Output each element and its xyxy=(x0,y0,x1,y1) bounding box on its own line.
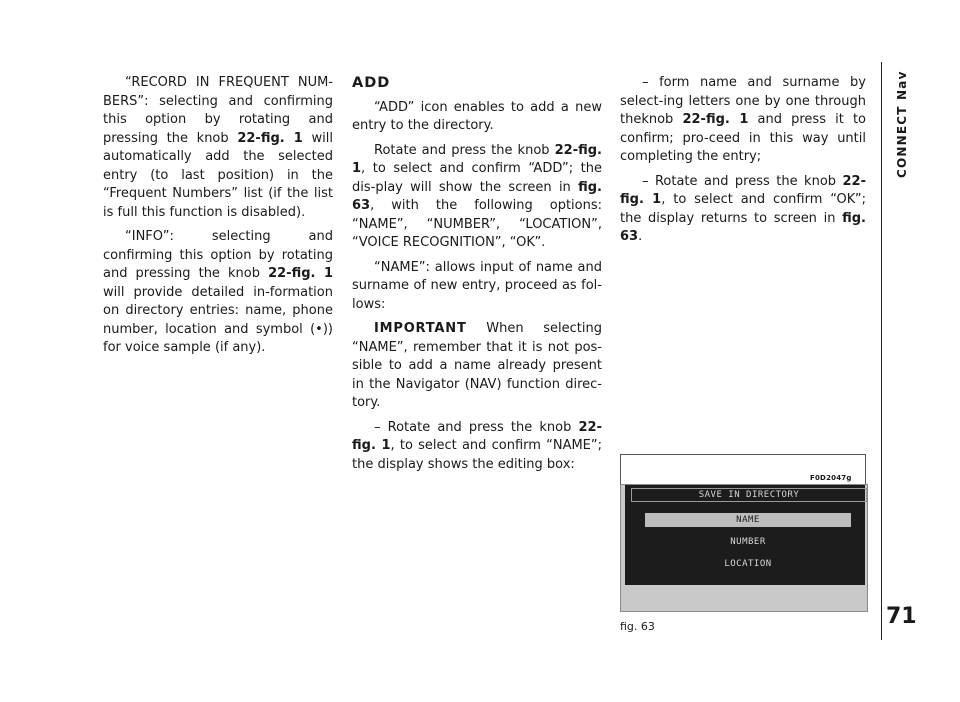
text-column-3 xyxy=(620,74,866,253)
nav-screen xyxy=(625,485,865,585)
figure-63-display xyxy=(620,484,868,612)
paragraph-info: “INFO”: selecting and confirming this option by rotating and pressing the knob 22-fig. 1 will provide detailed in-formation on directory entries: name, phone number, location and symbol (•)) for voice sample (if any). xyxy=(103,229,333,355)
section-heading-add: ADD xyxy=(352,75,391,91)
paragraph-important: IMPORTANT When selecting “NAME”, remember that it is not pos-sible to add a name already present in the Navigator (NAV) function direc-tory. xyxy=(352,321,602,410)
paragraph-name: “NAME”: allows input of name and surname of new entry, proceed as fol-lows: xyxy=(352,259,602,312)
page-number: 71 xyxy=(886,604,917,629)
fig-reference: 22-fig. 1 xyxy=(352,142,602,176)
menu-item-number: NUMBER xyxy=(730,537,766,547)
fig-reference: fig. 63 xyxy=(620,210,866,244)
text-column-1 xyxy=(103,74,333,364)
section-title: CONNECT Nav xyxy=(895,70,909,178)
menu-item-location: LOCATION xyxy=(724,559,772,569)
paragraph-add-steps: Rotate and press the knob 22-fig. 1, to select and confirm “ADD”; the dis-play will show the screen in fig. 63, with the following options: “NAME”, “NUMBER”, “LOCATION”, “VOICE RECOGNITION”, “OK”. xyxy=(352,142,602,250)
figure-code: F0D2047g xyxy=(810,474,852,482)
menu-item-name: NAME xyxy=(645,513,851,527)
text-column-2 xyxy=(352,74,602,480)
vertical-rule xyxy=(881,62,882,640)
important-label: IMPORTANT xyxy=(374,321,467,336)
fig-reference: 22-fig. 1 xyxy=(268,266,333,281)
fig-reference: fig. 63 xyxy=(352,179,602,213)
fig-reference: 22-fig. 1 xyxy=(237,130,303,146)
fig-reference: 22-fig. 1 xyxy=(620,173,866,207)
screen-title: SAVE IN DIRECTORY xyxy=(631,488,867,502)
paragraph-record-frequent: “RECORD IN FREQUENT NUM-BERS”: selecting and confirming this option by rotating and pressing the knob 22-fig. 1 will automatically add the selected entry (to last position) in the “Frequent Numbers” list (if the list is full this function is disabled). xyxy=(103,75,334,220)
paragraph-add-intro: “ADD” icon enables to add a new entry to the directory. xyxy=(352,99,602,133)
paragraph-rotate-name: – Rotate and press the knob 22-fig. 1, to select and confirm “NAME”; the display shows the editing box: xyxy=(352,419,603,472)
paragraph-rotate-ok: – Rotate and press the knob 22-fig. 1, to select and confirm “OK”; the display returns to screen in fig. 63. xyxy=(620,173,867,244)
fig-reference: 22-fig. 1 xyxy=(352,419,602,453)
fig-reference: 22-fig. 1 xyxy=(682,112,749,127)
figure-caption: fig. 63 xyxy=(620,620,655,633)
paragraph-form-name: – form name and surname by select-ing letters one by one through theknob 22-fig. 1 and press it to confirm; pro-ceed in this way until completing the entry; xyxy=(620,75,866,164)
